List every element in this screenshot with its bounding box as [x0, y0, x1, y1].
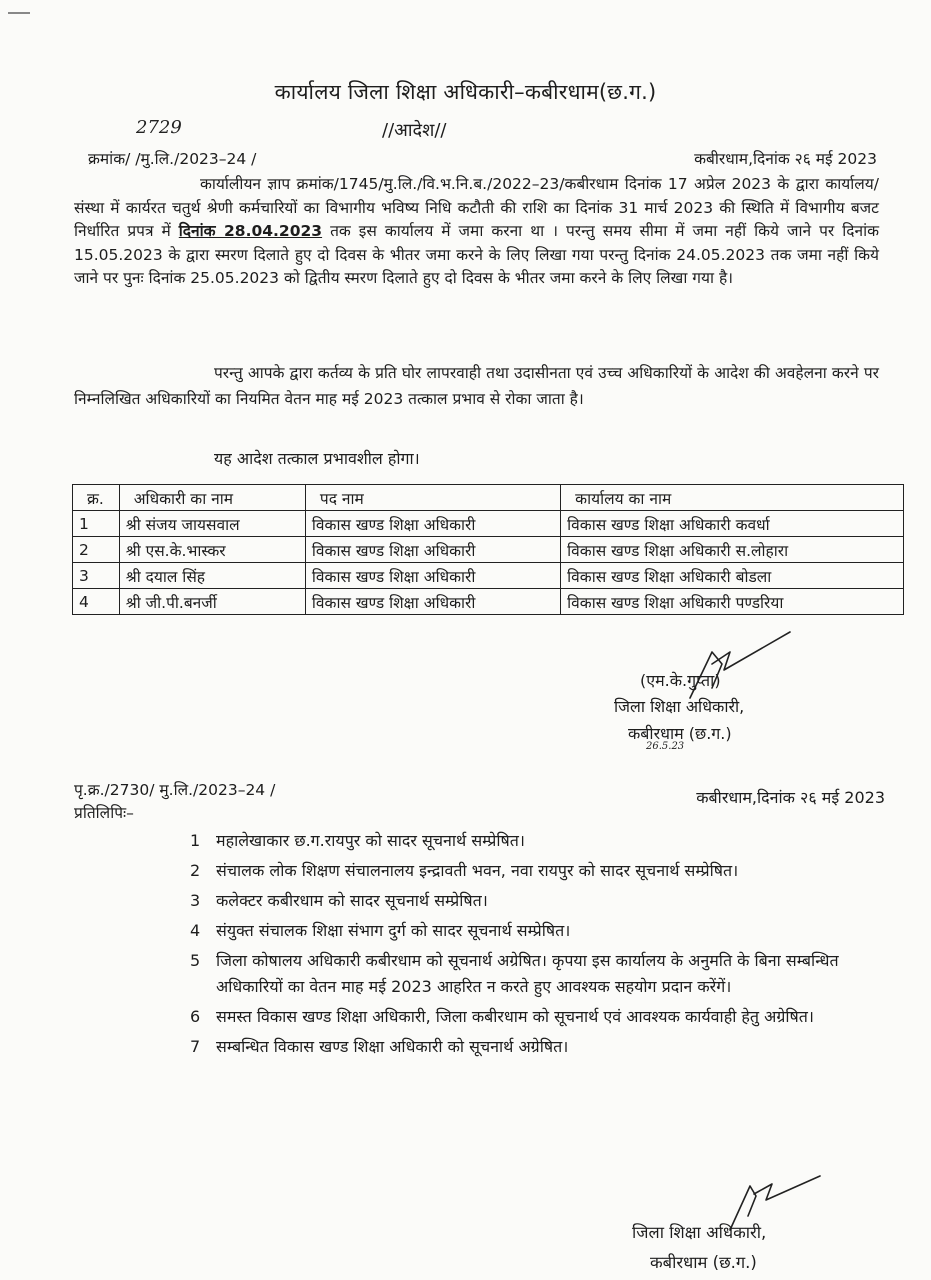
body-paragraph-3: यह आदेश तत्काल प्रभावशील होगा। [214, 449, 420, 468]
cell-name: श्री एस.के.भास्कर [119, 537, 305, 563]
cell-post: विकास खण्ड शिक्षा अधिकारी [305, 589, 560, 615]
signatory-name: (एम.के.गुप्ता) [640, 671, 721, 690]
item-number: 2 [190, 861, 201, 880]
table-row [73, 511, 904, 537]
list-item [190, 1004, 896, 1030]
item-number: 3 [190, 891, 201, 910]
list-item [190, 858, 896, 884]
item-number: 7 [190, 1037, 201, 1056]
signatory-designation-2: जिला शिक्षा अधिकारी, [632, 1223, 767, 1242]
handwritten-order-number: 2729 [136, 117, 182, 138]
item-number: 5 [190, 951, 201, 970]
signatory-place: कबीरधाम (छ.ग.) [628, 724, 732, 743]
list-item [190, 1034, 896, 1060]
cell-name: श्री जी.पी.बनर्जी [119, 589, 305, 615]
para1-deadline-date: दिनांक 28.04.2023 [178, 222, 323, 240]
para1-text-b: तक इस कार्यालय में जमा करना था । परन्तु समय सीमा में जमा नहीं किये जाने पर दिनांक 15.05.2023 के द्वारा स्मरण दिलाते हुए दो दिवस के भीतर जमा करने के लिए लिखा गया परन्तु दिनांक 24.05.2023 तक जमा नहीं किये जाने पर पुनः दिनांक 25.05.2023 को द्वितीय स्मरण दिलाते हुए दो दिवस के भीतर जमा करने के लिए लिखा गया है। [74, 222, 880, 287]
signatory-designation: जिला शिक्षा अधिकारी, [614, 697, 745, 716]
item-text: जिला कोषालय अधिकारी कबीरधाम को सूचनार्थ अग्रेषित। कृपया इस कार्यालय के अनुमति के बिना सम्बन्धित अधिकारियों का वेतन माह मई 2023 आहरित न करते हुए आवश्यक सहयोग प्रदान करेंगें। [216, 951, 839, 996]
copy-reference-number: पृ.क्र./2730/ मु.लि./2023–24 / [74, 781, 276, 799]
table-row [73, 563, 904, 589]
item-text: संचालक लोक शिक्षण संचालनालय इन्द्रावती भवन, नवा रायपुर को सादर सूचनार्थ सम्प्रेषित। [216, 861, 739, 880]
item-text: समस्त विकास खण्ड शिक्षा अधिकारी, जिला कबीरधाम को सूचनार्थ एवं आवश्यक कार्यवाही हेतु अग्रेषित। [216, 1007, 814, 1026]
col-header-post: पद नाम [305, 485, 560, 511]
cell-office: विकास खण्ड शिक्षा अधिकारी कवर्धा [561, 511, 904, 537]
cell-serial: 2 [73, 537, 120, 563]
col-header-office: कार्यालय का नाम [561, 485, 904, 511]
copy-label: प्रतिलिपिः– [74, 804, 134, 822]
item-text: संयुक्त संचालक शिक्षा संभाग दुर्ग को सादर सूचनार्थ सम्प्रेषित। [216, 921, 571, 940]
order-heading: //आदेश// [382, 120, 447, 141]
table-row [73, 537, 904, 563]
para1-text-a: कार्यालीयन ज्ञाप क्रमांक/1745/मु.लि./वि.भ.नि.ब./2022–23/कबीरधाम दिनांक 17 अप्रेल 2023 के द्वारा कार्यालय/संस्था में कार्यरत चतुर्थ श्रेणी कर्मचारियों का विभागीय भविष्य निधि कटौती की राशि का दिनांक 31 मार्च 2023 की स्थिति में विभागीय बजट निर्धारित प्रपत्र में [74, 175, 879, 240]
col-header-serial: क्र. [73, 485, 120, 511]
col-header-name: अधिकारी का नाम [119, 485, 305, 511]
list-item [190, 828, 896, 854]
order-date: कबीरधाम,दिनांक २६ मई 2023 [694, 150, 877, 168]
table-row [73, 589, 904, 615]
item-number: 4 [190, 921, 201, 940]
handwritten-initial-date: 26.5.23 [646, 741, 685, 752]
cell-serial: 1 [73, 511, 120, 537]
list-item [190, 888, 896, 914]
cell-office: विकास खण्ड शिक्षा अधिकारी बोडला [561, 563, 904, 589]
office-title: कार्यालय जिला शिक्षा अधिकारी–कबीरधाम(छ.ग.) [274, 80, 657, 104]
scan-mark [8, 12, 30, 14]
item-text: महालेखाकार छ.ग.रायपुर को सादर सूचनार्थ सम्प्रेषित। [216, 831, 525, 850]
list-item [190, 948, 896, 1000]
cell-post: विकास खण्ड शिक्षा अधिकारी [305, 537, 560, 563]
officers-table [72, 484, 904, 615]
body-paragraph-1 [74, 173, 879, 291]
item-text: कलेक्टर कबीरधाम को सादर सूचनार्थ सम्प्रेषित। [216, 891, 488, 910]
cell-office: विकास खण्ड शिक्षा अधिकारी पण्डरिया [561, 589, 904, 615]
cell-name: श्री संजय जायसवाल [119, 511, 305, 537]
list-item [190, 918, 896, 944]
cell-post: विकास खण्ड शिक्षा अधिकारी [305, 511, 560, 537]
cell-serial: 3 [73, 563, 120, 589]
table-header-row [73, 485, 904, 511]
body-paragraph-2: परन्तु आपके द्वारा कर्तव्य के प्रति घोर लापरवाही तथा उदासीनता एवं उच्च अधिकारियों के आदेश की अवहेलना करने पर निम्नलिखित अधिकारियों का नियमित वेतन माह मई 2023 तत्काल प्रभाव से रोका जाता है। [74, 364, 879, 408]
item-text: सम्बन्धित विकास खण्ड शिक्षा अधिकारी को सूचनार्थ अग्रेषित। [216, 1037, 569, 1056]
cell-office: विकास खण्ड शिक्षा अधिकारी स.लोहारा [561, 537, 904, 563]
item-number: 6 [190, 1007, 201, 1026]
cell-name: श्री दयाल सिंह [119, 563, 305, 589]
item-number: 1 [190, 831, 201, 850]
copy-recipients-list [190, 828, 896, 1064]
signatory-place-2: कबीरधाम (छ.ग.) [650, 1253, 757, 1272]
reference-number: क्रमांक/ /मु.लि./2023–24 / [88, 150, 257, 168]
copy-date: कबीरधाम,दिनांक २६ मई 2023 [696, 788, 885, 807]
cell-post: विकास खण्ड शिक्षा अधिकारी [305, 563, 560, 589]
cell-serial: 4 [73, 589, 120, 615]
